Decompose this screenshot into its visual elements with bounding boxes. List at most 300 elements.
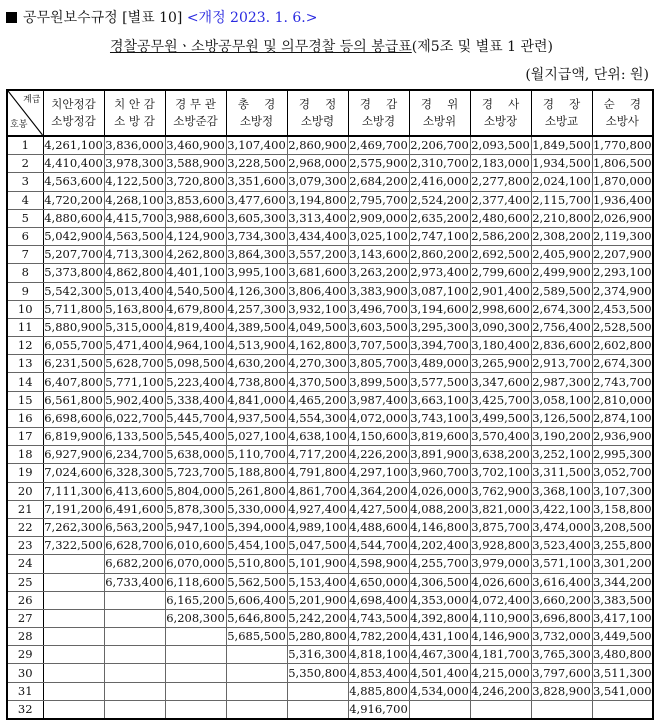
salary-cell: 4,257,300 [226, 300, 287, 318]
salary-cell: 6,165,200 [165, 591, 226, 609]
salary-cell: 4,246,200 [470, 682, 531, 700]
table-row [7, 373, 653, 391]
salary-cell: 4,650,000 [348, 573, 409, 591]
salary-cell: 6,413,600 [104, 482, 165, 500]
table-row [7, 518, 653, 536]
salary-cell: 3,194,600 [409, 300, 470, 318]
salary-cell: 2,692,500 [470, 246, 531, 264]
salary-cell: 5,316,300 [287, 646, 348, 664]
salary-cell: 2,995,300 [592, 446, 653, 464]
salary-cell: 6,698,600 [43, 409, 104, 427]
unit-note: (월지급액, 단위: 원) [525, 67, 649, 83]
step-number-cell: 19 [7, 464, 43, 482]
salary-cell: 2,795,700 [348, 191, 409, 209]
salary-cell [592, 700, 653, 719]
step-number-cell: 8 [7, 264, 43, 282]
salary-cell [43, 664, 104, 682]
salary-cell: 4,534,000 [409, 682, 470, 700]
salary-cell [43, 628, 104, 646]
salary-cell: 5,454,100 [226, 537, 287, 555]
salary-cell [43, 555, 104, 573]
salary-cell: 4,720,200 [43, 191, 104, 209]
salary-cell: 4,261,100 [43, 136, 104, 155]
salary-cell: 6,561,800 [43, 391, 104, 409]
salary-cell: 2,674,300 [531, 300, 592, 318]
salary-cell: 2,453,500 [592, 300, 653, 318]
salary-cell: 5,545,400 [165, 428, 226, 446]
salary-cell: 3,087,100 [409, 282, 470, 300]
salary-cell: 3,425,700 [470, 391, 531, 409]
salary-cell: 3,570,400 [470, 428, 531, 446]
salary-cell: 3,891,900 [409, 446, 470, 464]
salary-table [6, 89, 654, 720]
salary-cell: 3,143,600 [348, 246, 409, 264]
salary-cell: 5,207,700 [43, 246, 104, 264]
table-row [7, 264, 653, 282]
regulation-name: 공무원보수규정 [별표 10] [23, 10, 183, 26]
salary-cell: 4,937,500 [226, 409, 287, 427]
table-row [7, 628, 653, 646]
salary-cell [165, 664, 226, 682]
salary-cell: 2,293,100 [592, 264, 653, 282]
salary-cell: 6,733,400 [104, 573, 165, 591]
table-row [7, 227, 653, 245]
salary-cell: 3,605,300 [226, 209, 287, 227]
salary-cell: 3,301,200 [592, 555, 653, 573]
salary-cell [43, 591, 104, 609]
table-row [7, 282, 653, 300]
salary-cell [43, 646, 104, 664]
salary-cell: 3,499,500 [470, 409, 531, 427]
salary-cell: 3,765,300 [531, 646, 592, 664]
salary-cell: 5,042,900 [43, 227, 104, 245]
salary-cell: 1,849,500 [531, 136, 592, 155]
salary-cell: 4,049,500 [287, 318, 348, 336]
salary-cell: 4,392,800 [409, 609, 470, 627]
salary-cell: 4,630,200 [226, 355, 287, 373]
salary-cell: 3,979,000 [470, 555, 531, 573]
salary-cell: 3,265,900 [470, 355, 531, 373]
salary-cell: 5,510,800 [226, 555, 287, 573]
salary-cell: 4,122,500 [104, 173, 165, 191]
salary-cell: 3,190,200 [531, 428, 592, 446]
table-row [7, 136, 653, 155]
salary-cell: 5,723,700 [165, 464, 226, 482]
salary-cell: 2,836,600 [531, 337, 592, 355]
table-row [7, 573, 653, 591]
salary-cell: 2,909,000 [348, 209, 409, 227]
salary-cell: 5,330,000 [226, 500, 287, 518]
salary-cell: 2,860,900 [287, 136, 348, 155]
salary-cell: 2,277,800 [470, 173, 531, 191]
salary-cell: 3,707,500 [348, 337, 409, 355]
column-header [287, 90, 348, 136]
table-row [7, 391, 653, 409]
salary-cell: 4,364,200 [348, 482, 409, 500]
salary-cell: 3,417,100 [592, 609, 653, 627]
salary-cell: 4,818,100 [348, 646, 409, 664]
salary-cell: 2,310,700 [409, 155, 470, 173]
salary-cell: 1,936,400 [592, 191, 653, 209]
title-suffix: (제5조 및 별표 1 관련) [411, 39, 554, 55]
salary-cell: 3,079,300 [287, 173, 348, 191]
step-number-cell: 20 [7, 482, 43, 500]
step-number-cell: 32 [7, 700, 43, 719]
table-row [7, 173, 653, 191]
salary-cell: 5,223,400 [165, 373, 226, 391]
salary-cell: 3,208,500 [592, 518, 653, 536]
salary-cell: 3,344,200 [592, 573, 653, 591]
salary-cell: 2,469,700 [348, 136, 409, 155]
salary-cell: 2,374,900 [592, 282, 653, 300]
column-header [43, 90, 104, 136]
salary-cell [104, 591, 165, 609]
salary-cell: 6,563,200 [104, 518, 165, 536]
salary-cell: 4,638,100 [287, 428, 348, 446]
salary-cell [104, 682, 165, 700]
salary-cell: 3,806,400 [287, 282, 348, 300]
salary-cell: 4,088,200 [409, 500, 470, 518]
fire-rank-label: 소방정 [239, 114, 274, 128]
salary-cell: 4,026,000 [409, 482, 470, 500]
salary-cell: 6,328,300 [104, 464, 165, 482]
salary-cell: 3,928,800 [470, 537, 531, 555]
salary-cell: 3,681,600 [287, 264, 348, 282]
salary-cell: 2,524,200 [409, 191, 470, 209]
table-row [7, 700, 653, 719]
salary-cell: 5,878,300 [165, 500, 226, 518]
salary-cell: 3,734,300 [226, 227, 287, 245]
step-number-cell: 22 [7, 518, 43, 536]
salary-cell: 2,210,800 [531, 209, 592, 227]
salary-cell: 3,978,300 [104, 155, 165, 173]
fire-rank-label: 소 방 감 [114, 114, 155, 128]
salary-cell: 6,133,500 [104, 428, 165, 446]
step-number-cell: 5 [7, 209, 43, 227]
step-number-cell: 3 [7, 173, 43, 191]
police-rank-label: 경 위 [420, 97, 459, 111]
salary-cell: 3,194,800 [287, 191, 348, 209]
salary-cell: 3,347,600 [470, 373, 531, 391]
salary-cell: 3,107,300 [592, 482, 653, 500]
salary-cell: 2,183,000 [470, 155, 531, 173]
salary-cell: 2,743,700 [592, 373, 653, 391]
salary-cell: 3,311,500 [531, 464, 592, 482]
salary-cell: 5,098,500 [165, 355, 226, 373]
salary-cell [43, 682, 104, 700]
table-row [7, 300, 653, 318]
salary-cell: 5,628,700 [104, 355, 165, 373]
square-bullet-icon [6, 12, 17, 23]
salary-cell: 4,465,200 [287, 391, 348, 409]
salary-cell: 3,660,200 [531, 591, 592, 609]
salary-cell: 3,960,700 [409, 464, 470, 482]
table-row [7, 155, 653, 173]
salary-cell: 3,263,200 [348, 264, 409, 282]
salary-cell: 3,828,900 [531, 682, 592, 700]
salary-cell: 4,146,800 [409, 518, 470, 536]
police-rank-label: 순 경 [603, 97, 641, 111]
salary-cell: 3,025,100 [348, 227, 409, 245]
salary-cell: 5,947,100 [165, 518, 226, 536]
salary-cell: 4,150,600 [348, 428, 409, 446]
salary-cell: 2,586,200 [470, 227, 531, 245]
fire-rank-label: 소방경 [361, 114, 396, 128]
salary-cell: 4,819,400 [165, 318, 226, 336]
salary-cell: 5,101,900 [287, 555, 348, 573]
step-number-cell: 24 [7, 555, 43, 573]
salary-cell: 4,126,300 [226, 282, 287, 300]
table-row [7, 555, 653, 573]
salary-cell [165, 682, 226, 700]
step-number-cell: 2 [7, 155, 43, 173]
salary-cell: 4,853,400 [348, 664, 409, 682]
salary-cell: 2,206,700 [409, 136, 470, 155]
salary-cell: 1,806,500 [592, 155, 653, 173]
salary-cell [226, 682, 287, 700]
table-row [7, 191, 653, 209]
salary-cell [165, 700, 226, 719]
salary-cell: 2,987,300 [531, 373, 592, 391]
salary-cell [104, 664, 165, 682]
salary-cell: 5,880,900 [43, 318, 104, 336]
salary-cell: 3,571,100 [531, 555, 592, 573]
salary-cell: 4,431,100 [409, 628, 470, 646]
fire-rank-label: 소방정감 [51, 114, 96, 128]
salary-cell [43, 573, 104, 591]
salary-cell [165, 646, 226, 664]
salary-cell: 5,902,400 [104, 391, 165, 409]
salary-cell: 6,927,900 [43, 446, 104, 464]
salary-cell: 3,836,000 [104, 136, 165, 155]
salary-cell: 3,351,600 [226, 173, 287, 191]
salary-cell: 2,747,100 [409, 227, 470, 245]
table-row [7, 355, 653, 373]
corner-step-label: 호봉 [10, 120, 28, 130]
salary-cell: 4,467,300 [409, 646, 470, 664]
salary-cell: 7,262,300 [43, 518, 104, 536]
salary-cell: 2,207,900 [592, 246, 653, 264]
police-rank-label: 경 정 [298, 97, 337, 111]
salary-cell: 5,027,100 [226, 428, 287, 446]
salary-cell: 3,805,700 [348, 355, 409, 373]
salary-cell: 4,563,500 [104, 227, 165, 245]
salary-cell: 7,322,500 [43, 537, 104, 555]
salary-cell: 6,628,700 [104, 537, 165, 555]
salary-cell: 2,499,900 [531, 264, 592, 282]
salary-cell: 4,306,500 [409, 573, 470, 591]
salary-cell: 3,588,900 [165, 155, 226, 173]
step-number-cell: 18 [7, 446, 43, 464]
step-number-cell: 21 [7, 500, 43, 518]
salary-cell: 3,819,600 [409, 428, 470, 446]
salary-cell: 3,434,400 [287, 227, 348, 245]
corner-header-cell [7, 90, 43, 136]
table-row [7, 646, 653, 664]
salary-cell: 4,501,400 [409, 664, 470, 682]
salary-cell: 2,913,700 [531, 355, 592, 373]
salary-cell: 6,819,900 [43, 428, 104, 446]
salary-cell: 5,242,200 [287, 609, 348, 627]
salary-cell: 3,638,200 [470, 446, 531, 464]
step-number-cell: 28 [7, 628, 43, 646]
salary-cell: 3,853,600 [165, 191, 226, 209]
salary-cell: 2,684,200 [348, 173, 409, 191]
salary-cell: 3,995,100 [226, 264, 287, 282]
police-rank-label: 경 무 관 [175, 97, 216, 111]
salary-cell: 3,821,000 [470, 500, 531, 518]
salary-cell: 3,616,400 [531, 573, 592, 591]
salary-cell: 2,024,100 [531, 173, 592, 191]
salary-cell: 5,188,800 [226, 464, 287, 482]
salary-cell: 4,880,600 [43, 209, 104, 227]
salary-cell: 3,732,000 [531, 628, 592, 646]
document-title [0, 36, 663, 56]
salary-cell: 5,771,100 [104, 373, 165, 391]
salary-cell: 6,234,700 [104, 446, 165, 464]
salary-cell: 2,377,400 [470, 191, 531, 209]
column-header [165, 90, 226, 136]
salary-cell: 2,901,400 [470, 282, 531, 300]
salary-cell: 2,119,300 [592, 227, 653, 245]
salary-cell: 2,973,400 [409, 264, 470, 282]
salary-cell: 2,635,200 [409, 209, 470, 227]
salary-cell [43, 609, 104, 627]
step-number-cell: 13 [7, 355, 43, 373]
step-number-cell: 27 [7, 609, 43, 627]
salary-cell: 4,488,600 [348, 518, 409, 536]
fire-rank-label: 소방사 [605, 114, 639, 128]
table-row [7, 318, 653, 336]
salary-cell: 4,353,000 [409, 591, 470, 609]
salary-cell: 4,717,200 [287, 446, 348, 464]
step-number-cell: 31 [7, 682, 43, 700]
table-row [7, 446, 653, 464]
column-header [470, 90, 531, 136]
police-rank-label: 치 안 감 [114, 97, 155, 111]
salary-cell: 4,540,500 [165, 282, 226, 300]
salary-cell: 4,544,700 [348, 537, 409, 555]
salary-cell: 3,090,300 [470, 318, 531, 336]
salary-cell: 6,055,700 [43, 337, 104, 355]
salary-cell [104, 700, 165, 719]
salary-cell: 3,932,100 [287, 300, 348, 318]
step-number-cell: 15 [7, 391, 43, 409]
salary-cell: 3,762,900 [470, 482, 531, 500]
salary-cell: 4,964,100 [165, 337, 226, 355]
salary-cell: 2,589,500 [531, 282, 592, 300]
salary-cell: 5,350,800 [287, 664, 348, 682]
step-number-cell: 16 [7, 409, 43, 427]
salary-cell: 6,022,700 [104, 409, 165, 427]
salary-cell: 1,870,000 [592, 173, 653, 191]
salary-cell [531, 700, 592, 719]
fire-rank-label: 소방위 [422, 114, 457, 128]
table-row [7, 209, 653, 227]
salary-cell: 4,026,600 [470, 573, 531, 591]
salary-cell: 3,988,600 [165, 209, 226, 227]
salary-cell: 3,180,400 [470, 337, 531, 355]
salary-cell: 3,228,500 [226, 155, 287, 173]
salary-cell: 2,756,400 [531, 318, 592, 336]
salary-cell: 2,575,900 [348, 155, 409, 173]
salary-cell: 3,696,800 [531, 609, 592, 627]
corner-rank-label: 계급 [23, 95, 41, 105]
salary-cell: 6,208,300 [165, 609, 226, 627]
salary-cell: 4,215,000 [470, 664, 531, 682]
salary-cell: 3,477,600 [226, 191, 287, 209]
salary-cell: 4,226,200 [348, 446, 409, 464]
salary-cell: 4,698,400 [348, 591, 409, 609]
salary-cell: 5,153,400 [287, 573, 348, 591]
salary-cell: 4,072,000 [348, 409, 409, 427]
salary-cell: 3,541,000 [592, 682, 653, 700]
salary-cell: 3,663,100 [409, 391, 470, 409]
salary-cell: 5,445,700 [165, 409, 226, 427]
step-number-cell: 25 [7, 573, 43, 591]
salary-cell: 3,383,900 [348, 282, 409, 300]
salary-cell: 4,841,000 [226, 391, 287, 409]
table-row [7, 428, 653, 446]
salary-cell: 4,916,700 [348, 700, 409, 719]
salary-cell: 4,427,500 [348, 500, 409, 518]
salary-cell: 4,110,900 [470, 609, 531, 627]
fire-rank-label: 소방교 [544, 114, 579, 128]
salary-cell: 1,770,800 [592, 136, 653, 155]
salary-cell: 3,875,700 [470, 518, 531, 536]
step-number-cell: 4 [7, 191, 43, 209]
step-number-cell: 12 [7, 337, 43, 355]
step-number-cell: 9 [7, 282, 43, 300]
salary-cell: 5,013,400 [104, 282, 165, 300]
table-row [7, 682, 653, 700]
salary-cell: 5,711,800 [43, 300, 104, 318]
table-row [7, 591, 653, 609]
salary-cell: 4,862,800 [104, 264, 165, 282]
salary-cell: 2,810,000 [592, 391, 653, 409]
table-row [7, 337, 653, 355]
salary-cell: 7,111,300 [43, 482, 104, 500]
salary-cell: 5,201,900 [287, 591, 348, 609]
salary-cell: 6,070,000 [165, 555, 226, 573]
salary-cell: 6,491,600 [104, 500, 165, 518]
salary-cell: 3,295,300 [409, 318, 470, 336]
salary-cell: 4,927,400 [287, 500, 348, 518]
salary-cell: 3,460,900 [165, 136, 226, 155]
salary-cell: 5,646,800 [226, 609, 287, 627]
title-main: 경찰공무원ㆍ소방공무원 및 의무경찰 등의 봉급표 [109, 39, 412, 55]
salary-cell [287, 682, 348, 700]
fire-rank-label: 소방장 [483, 114, 518, 128]
salary-cell: 4,861,700 [287, 482, 348, 500]
salary-cell: 3,252,100 [531, 446, 592, 464]
table-header-row [7, 90, 653, 136]
salary-cell: 2,416,000 [409, 173, 470, 191]
column-header [348, 90, 409, 136]
step-number-cell: 29 [7, 646, 43, 664]
police-rank-label: 경 장 [542, 97, 581, 111]
salary-cell [226, 700, 287, 719]
salary-cell [43, 700, 104, 719]
salary-cell [409, 700, 470, 719]
salary-cell: 3,864,300 [226, 246, 287, 264]
salary-cell: 4,679,800 [165, 300, 226, 318]
step-number-cell: 14 [7, 373, 43, 391]
salary-cell: 5,261,800 [226, 482, 287, 500]
salary-cell: 5,315,000 [104, 318, 165, 336]
salary-cell: 2,093,500 [470, 136, 531, 155]
salary-cell: 3,394,700 [409, 337, 470, 355]
